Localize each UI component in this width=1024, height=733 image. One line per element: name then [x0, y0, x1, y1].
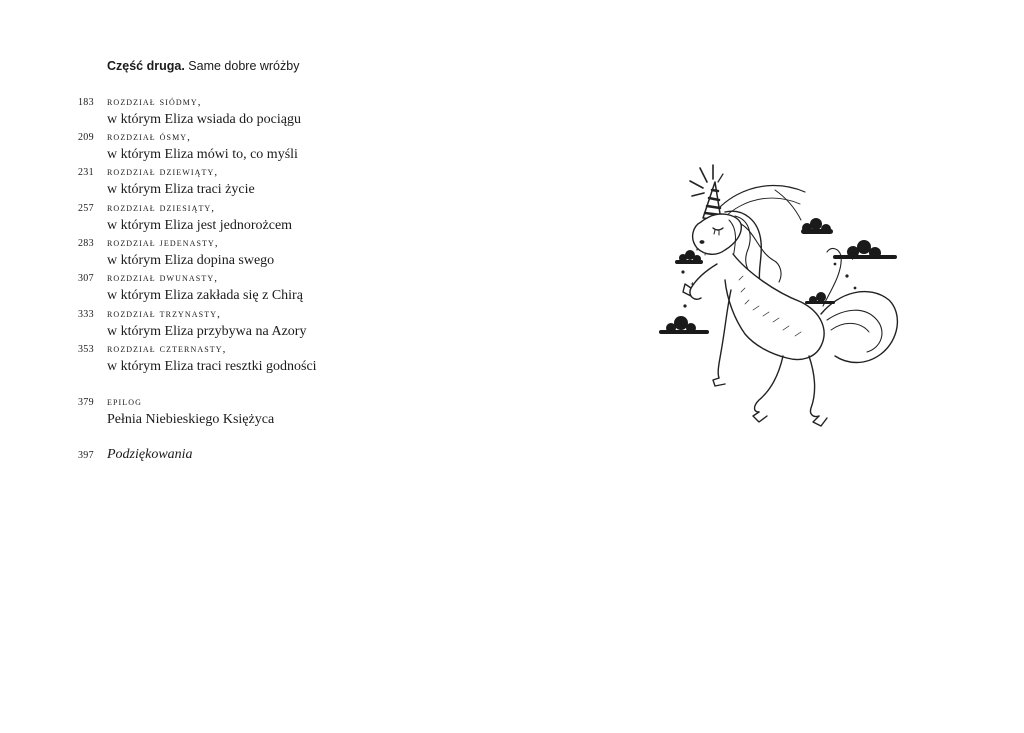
toc-entry-9[interactable] — [0, 164, 600, 204]
chapter-label: rozdział dwunasty, — [107, 272, 219, 284]
chapter-label: rozdział ósmy, — [107, 131, 192, 143]
chapter-title: w którym Eliza jest jednorożcem — [107, 218, 293, 233]
chapter-title: w którym Eliza wsiada do pociągu — [107, 112, 302, 127]
page-number: 397 — [78, 450, 94, 461]
part-heading — [107, 58, 299, 74]
part-heading-bold: Część druga. — [107, 59, 185, 73]
page-number: 283 — [78, 238, 94, 249]
part-heading-subtitle: Same dobre wróżby — [188, 59, 300, 73]
chapter-title: w którym Eliza mówi to, co myśli — [107, 147, 298, 162]
toc-entry-epilog[interactable] — [0, 394, 600, 434]
toc-entry-acknowledgements[interactable] — [0, 446, 600, 486]
chapter-label: rozdział trzynasty, — [107, 308, 221, 320]
page-number: 307 — [78, 273, 94, 284]
toc-entry-10[interactable] — [0, 200, 600, 240]
page-number: 209 — [78, 132, 94, 143]
page-number: 379 — [78, 397, 94, 408]
chapter-title: w którym Eliza traci życie — [107, 182, 255, 197]
chapter-label: rozdział czternasty, — [107, 343, 227, 355]
toc-entry-14[interactable] — [0, 341, 600, 381]
chapter-title: w którym Eliza przybywa na Azory — [107, 324, 307, 339]
toc-entry-13[interactable] — [0, 306, 600, 346]
toc-entry-7[interactable] — [0, 94, 600, 134]
chapter-title: Podziękowania — [107, 447, 193, 462]
chapter-label: epilog — [107, 396, 143, 408]
page-number: 353 — [78, 344, 94, 355]
unicorn-illustration — [655, 160, 905, 435]
chapter-title: w którym Eliza traci resztki godności — [107, 359, 317, 374]
chapter-title: Pełnia Niebieskiego Księżyca — [107, 412, 275, 427]
page-number: 183 — [78, 97, 94, 108]
chapter-label: rozdział dziewiąty, — [107, 166, 219, 178]
page-number: 231 — [78, 167, 94, 178]
chapter-label: rozdział siódmy, — [107, 96, 202, 108]
chapter-title: w którym Eliza dopina swego — [107, 253, 275, 268]
chapter-title: w którym Eliza zakłada się z Chirą — [107, 288, 303, 303]
unicorn-icon — [655, 160, 905, 435]
toc-entry-11[interactable] — [0, 235, 600, 275]
toc-entry-12[interactable] — [0, 270, 600, 310]
chapter-label: rozdział dziesiąty, — [107, 202, 216, 214]
chapter-label: rozdział jedenasty, — [107, 237, 219, 249]
page-number: 257 — [78, 203, 94, 214]
toc-entry-8[interactable] — [0, 129, 600, 169]
page-number: 333 — [78, 309, 94, 320]
